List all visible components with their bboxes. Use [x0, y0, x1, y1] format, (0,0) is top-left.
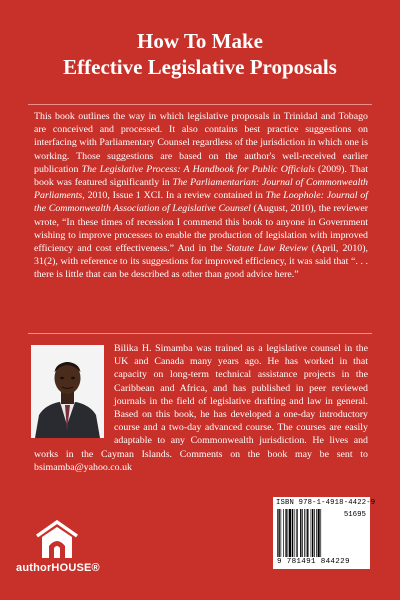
loophole-title: The Loophole: Journal of the Commonwealth Association of Legislative Counsel — [34, 190, 368, 215]
barcode-bars — [277, 509, 339, 557]
blurb-text-1: This book outlines the way in which legislative proposals in Trinidad and Tobago are conceived and processed. It also contains best practice suggestions on interfacing with Parliamentary Counsel regardless of the jurisdiction in which one is working. Those suggestions are based on the author's well-received earlier publication — [34, 111, 368, 175]
blurb-text-4: (August, 2010), the reviewer wrote, “In these times of recession I commend this book to anyone in Government wishing to improve processes to enable the production of legislation with improved efficiency and cost effectiveness.” And in the — [34, 203, 369, 255]
handbook-title: The Legislative Process: A Handbook for Public Officials — [81, 163, 315, 175]
statute-title: Statute Law Review — [226, 243, 308, 255]
barcode-digits: 9 781491 844229 — [277, 558, 350, 566]
blurb-text-5: (April, 2010), 31(2), with reference to its suggestions for improved efficiency, it was said that “. . . there is little that can be described as other than good advice here.” — [34, 243, 368, 281]
book-description — [34, 110, 368, 282]
author-bio — [34, 342, 368, 474]
isbn-label: ISBN 978-1-4918-4422-9 — [276, 499, 376, 507]
divider-top — [28, 104, 372, 105]
isbn-barcode — [273, 497, 376, 569]
publisher-name: authorHOUSE® — [16, 562, 100, 574]
author-bio-text: Bilika H. Simamba was trained as a legislative counsel in the UK and Canada many years ago. He has worked in that capacity on long-term technical assistance projects in the Caribbean and Africa, and has published in peer reviewed journals in the field of legislative drafting and law in general. Based on this book, he has developed a one-day introductory course and a two-day advanced course. The courses are easily adaptable to any Commonwealth jurisdiction. He lives and works in the Cayman Islands. Comments on the book may be sent to bsimamba@yahoo.co.uk — [34, 343, 368, 473]
book-title — [0, 28, 400, 80]
house-logo-icon — [34, 520, 80, 560]
title-line-2: Effective Legislative Proposals — [63, 55, 337, 79]
blurb-text-2: (2009). That book was featured significantly in — [34, 163, 368, 189]
publisher-logo — [16, 520, 98, 582]
title-line-1: How To Make — [136, 29, 264, 53]
divider-bottom — [28, 333, 372, 334]
parliamentarian-title: The Parliamentarian: Journal of Commonwealth Parliaments — [34, 177, 368, 202]
price-code: 51695 — [343, 511, 366, 519]
blurb-text-3: , 2010, Issue 1 XCI. In a review contained in — [82, 190, 266, 202]
